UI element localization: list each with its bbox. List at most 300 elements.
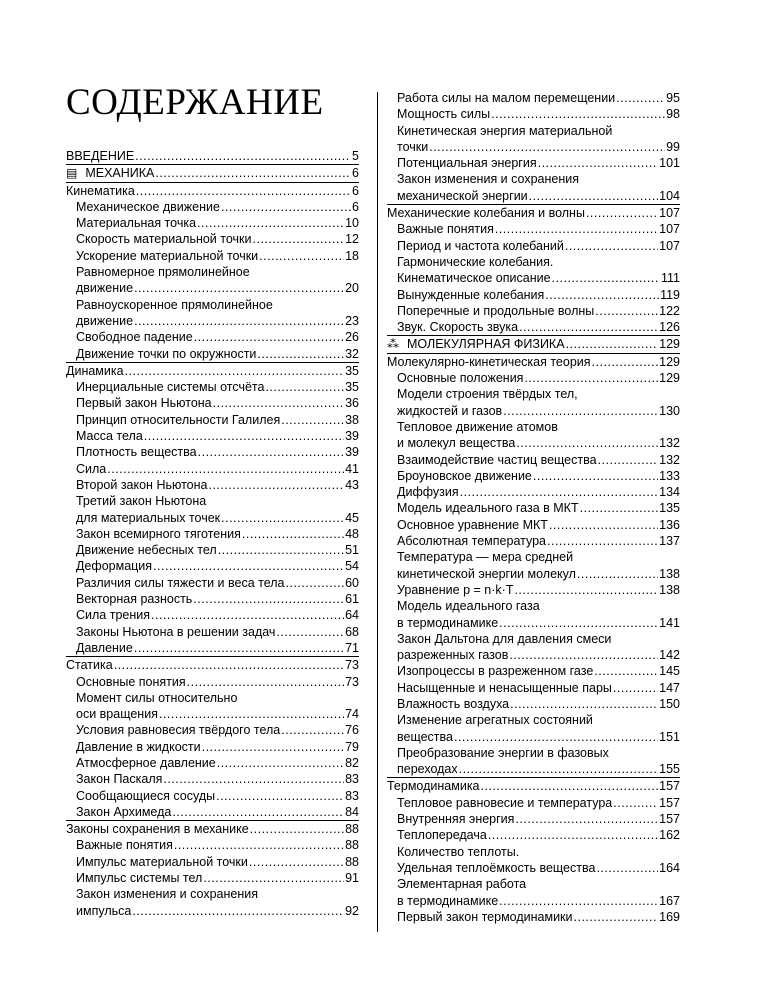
dot-leader [193, 591, 344, 607]
toc-entry[interactable] [387, 188, 680, 204]
toc-entry-text: кинетической энергии молекул [397, 566, 576, 581]
toc-entry-title [76, 558, 152, 574]
dot-leader [203, 870, 344, 886]
dot-leader [132, 903, 344, 919]
toc-entry-text: Молекулярно-кинетическая теория [387, 354, 591, 369]
dot-leader [217, 755, 344, 771]
toc-entry-title [76, 542, 217, 558]
toc-entry[interactable] [387, 566, 680, 582]
toc-entry-text: Закон Паскаля [76, 772, 163, 787]
dot-leader [134, 313, 344, 329]
toc-entry-title [397, 729, 453, 745]
toc-entry-text: вещества [397, 729, 453, 744]
toc-page-number: 41 [345, 461, 359, 476]
toc-entry-title [397, 255, 553, 269]
toc-entry[interactable] [66, 624, 359, 640]
toc-entry-text: Температура — мера средней [397, 550, 574, 565]
toc-entry-title [397, 746, 609, 760]
toc-entry[interactable] [387, 287, 680, 303]
toc-page-number: 107 [659, 206, 680, 221]
dot-leader [595, 303, 658, 319]
dot-leader [153, 558, 344, 574]
toc-page-number: 6 [352, 199, 359, 214]
toc-page-number: 157 [659, 779, 680, 794]
toc-entry-title [76, 526, 241, 542]
toc-entry-text: Второй закон Ньютона [76, 477, 208, 492]
toc-page-number: 134 [659, 485, 680, 500]
toc-entry-text: Работа силы на малом перемещении [397, 91, 616, 105]
toc-entry[interactable] [387, 139, 680, 155]
dot-leader [265, 379, 344, 395]
dot-leader [221, 199, 351, 215]
toc-section-entry[interactable] [387, 204, 680, 221]
toc-entry[interactable] [66, 215, 359, 231]
toc-entry[interactable] [66, 526, 359, 542]
toc-entry[interactable] [66, 510, 359, 526]
toc-page-number: 6 [352, 166, 359, 181]
toc-entry-text: Потенциальная энергия [397, 156, 537, 171]
toc-entry-text: Важные понятия [397, 222, 494, 237]
toc-entry[interactable] [387, 860, 680, 876]
toc-section-entry[interactable] [387, 777, 680, 794]
toc-section-entry[interactable] [66, 820, 359, 837]
toc-entry-text: Основные понятия [76, 674, 186, 689]
toc-entry-title [76, 691, 237, 705]
toc-entry-title [397, 811, 514, 827]
toc-page-number: 12 [345, 232, 359, 247]
toc-entry-title [397, 468, 532, 484]
toc-entry-title [397, 452, 597, 468]
toc-entry-text: импульса [76, 903, 132, 918]
toc-page-number: 99 [666, 139, 680, 154]
toc-entry[interactable] [387, 468, 680, 484]
toc-entry-text: Тепловое движение атомов [397, 419, 558, 434]
toc-entry-title [66, 657, 113, 673]
toc-section-entry[interactable] [66, 148, 359, 164]
toc-entry[interactable] [387, 647, 680, 663]
dot-leader [216, 788, 344, 804]
dot-leader [510, 696, 658, 712]
dot-leader [125, 363, 345, 379]
dot-leader [499, 615, 658, 631]
toc-page-number: 76 [345, 723, 359, 738]
toc-entry[interactable] [387, 615, 680, 631]
toc-entry-text: Сообщающиеся сосуды [76, 788, 216, 803]
toc-entry[interactable] [66, 395, 359, 411]
dot-leader [516, 435, 658, 451]
toc-section-entry[interactable] [66, 362, 359, 379]
dot-leader [208, 477, 344, 493]
toc-section-entry[interactable] [387, 353, 680, 370]
toc-page-number: 142 [659, 648, 680, 663]
dot-leader [533, 468, 658, 484]
toc-entry-title [76, 854, 248, 870]
toc-page-number: 5 [352, 149, 359, 163]
dot-leader [481, 778, 659, 794]
toc-entry-text: Насыщенные и ненасыщенные пары [397, 680, 612, 695]
dot-leader [276, 624, 344, 640]
toc-page-number: 73 [345, 658, 359, 673]
toc-entry[interactable] [387, 419, 680, 435]
toc-entry-text: Условия равновесия твёрдого тела [76, 723, 281, 738]
toc-entry-title [76, 280, 133, 296]
toc-entry-title [387, 778, 480, 794]
page-title: СОДЕРЖАНИЕ [66, 82, 324, 123]
toc-page-number: 122 [659, 303, 680, 318]
toc-entry-text: Модели строения твёрдых тел, [397, 387, 578, 402]
toc-entry[interactable] [66, 755, 359, 771]
dot-leader [598, 452, 659, 468]
toc-entry[interactable] [66, 739, 359, 755]
toc-page-number: 133 [659, 468, 680, 483]
toc-entry-text: для материальных точек [76, 510, 221, 525]
toc-entry[interactable] [66, 854, 359, 870]
dot-leader [242, 526, 344, 542]
toc-entry-text: Импульс системы тел [76, 871, 203, 886]
toc-entry-title [397, 845, 519, 859]
toc-entry[interactable] [66, 461, 359, 477]
toc-entry-text: Изопроцессы в разреженном газе [397, 664, 594, 679]
dot-leader [281, 722, 344, 738]
toc-entry[interactable] [66, 607, 359, 623]
toc-page-number: 145 [659, 664, 680, 679]
toc-entry-title [397, 287, 544, 303]
toc-entry-text: ВВЕДЕНИЕ [66, 149, 135, 163]
toc-entry-title [397, 893, 498, 909]
toc-entry[interactable] [387, 582, 680, 598]
toc-page-number: 68 [345, 624, 359, 639]
dot-leader [174, 837, 344, 853]
dot-leader [574, 909, 659, 925]
toc-entry[interactable] [66, 591, 359, 607]
dot-leader [509, 647, 658, 663]
toc-entry-title [76, 788, 215, 804]
toc-page-number: 119 [660, 287, 680, 302]
toc-page-number: 91 [345, 871, 359, 886]
toc-entry-title [76, 313, 133, 329]
toc-entry-title [397, 761, 458, 777]
toc-page-number: 32 [345, 346, 359, 361]
toc-entry-title [397, 909, 573, 925]
dot-leader [592, 354, 659, 370]
toc-entry-title [397, 795, 612, 811]
toc-entry[interactable] [66, 690, 359, 706]
toc-entry[interactable] [66, 379, 359, 395]
toc-entry-title [397, 238, 564, 254]
toc-entry-text: Термодинамика [387, 779, 480, 794]
toc-page-number: 126 [659, 320, 680, 335]
toc-entry[interactable] [387, 500, 680, 516]
dot-leader [515, 811, 658, 827]
toc-entry-text: Взаимодействие частиц вещества [397, 452, 597, 467]
toc-entry[interactable] [387, 549, 680, 565]
toc-page-number: 88 [345, 854, 359, 869]
toc-entry-title [397, 680, 612, 696]
toc-entry-title [76, 461, 106, 477]
toc-entry-title [397, 172, 579, 186]
toc-entry-title [397, 370, 523, 386]
dot-leader [218, 542, 344, 558]
toc-entry-text: Сила трения [76, 608, 151, 623]
dot-leader [616, 90, 665, 106]
toc-entry[interactable] [387, 386, 680, 402]
dot-leader [249, 854, 344, 870]
toc-page-number: 155 [659, 762, 680, 777]
toc-entry-title [76, 640, 133, 656]
toc-entry-text: Закон Архимеда [76, 804, 172, 819]
toc-entry[interactable] [66, 575, 359, 591]
toc-entry[interactable] [387, 663, 680, 679]
toc-entry[interactable] [66, 542, 359, 558]
toc-entry-title [76, 607, 150, 623]
toc-entry-text: точки [397, 139, 429, 154]
toc-entry-text: и молекул вещества [397, 436, 516, 451]
toc-section-entry[interactable] [66, 164, 359, 181]
toc-page-number: 84 [345, 804, 359, 819]
toc-entry[interactable] [387, 696, 680, 712]
toc-entry[interactable] [387, 533, 680, 549]
toc-entry[interactable] [66, 280, 359, 296]
toc-entry[interactable] [387, 319, 680, 335]
toc-entry[interactable] [387, 403, 680, 419]
toc-entry-title [397, 106, 490, 122]
toc-page-number: 39 [345, 429, 359, 444]
toc-entry[interactable] [66, 231, 359, 247]
toc-entry[interactable] [66, 329, 359, 345]
toc-entry[interactable] [387, 90, 680, 106]
toc-entry-title [76, 379, 264, 395]
toc-page-number: 51 [345, 543, 359, 558]
toc-entry-text: Первый закон Ньютона [76, 396, 212, 411]
toc-entry-title [76, 903, 131, 919]
toc-entry-text: Закон всемирного тяготения [76, 526, 241, 541]
toc-entry[interactable] [387, 631, 680, 647]
toc-page-number: 83 [345, 788, 359, 803]
toc-entry[interactable] [66, 804, 359, 820]
dot-leader [135, 148, 351, 164]
toc-entry-text: Вынужденные колебания [397, 287, 545, 302]
toc-page-number: 38 [345, 412, 359, 427]
toc-entry[interactable] [387, 680, 680, 696]
toc-entry[interactable] [387, 795, 680, 811]
dot-leader [134, 280, 344, 296]
toc-page-number: 157 [659, 812, 680, 827]
toc-entry[interactable] [66, 297, 359, 313]
toc-entry[interactable] [387, 761, 680, 777]
toc-entry-text: Деформация [76, 559, 153, 574]
toc-page-number: 130 [659, 403, 680, 418]
dot-leader [613, 795, 658, 811]
dot-leader [250, 821, 344, 837]
toc-entry-text: механической энергии [397, 188, 528, 203]
toc-entry[interactable] [387, 123, 680, 139]
dot-leader [552, 270, 660, 286]
toc-entry[interactable] [66, 674, 359, 690]
toc-entry[interactable] [66, 346, 359, 362]
dot-leader [221, 510, 344, 526]
toc-entry-title [76, 739, 201, 755]
toc-entry[interactable] [66, 771, 359, 787]
toc-entry-text: переходах [397, 762, 458, 777]
toc-entry[interactable] [66, 837, 359, 853]
toc-entry[interactable] [66, 886, 359, 902]
toc-entry[interactable] [66, 428, 359, 444]
toc-entry[interactable] [66, 412, 359, 428]
toc-entry-title [397, 303, 594, 319]
toc-entry-title [66, 165, 154, 181]
toc-section-entry[interactable] [66, 656, 359, 673]
toc-entry-title [397, 533, 546, 549]
toc-entry[interactable] [66, 477, 359, 493]
toc-entry[interactable] [66, 788, 359, 804]
toc-page-number: 48 [345, 526, 359, 541]
toc-page-number: 101 [659, 156, 680, 171]
toc-entry-title [76, 575, 285, 591]
toc-page-number: 151 [659, 729, 680, 744]
toc-entry-title [397, 319, 518, 335]
toc-entry-text: Абсолютная температура [397, 534, 546, 549]
toc-entry-text: Механическое движение [76, 199, 220, 214]
toc-entry[interactable] [387, 827, 680, 843]
toc-entry[interactable] [66, 903, 359, 919]
toc-entry[interactable] [387, 221, 680, 237]
toc-page-number: 39 [345, 445, 359, 460]
toc-page-number: 88 [345, 838, 359, 853]
toc-entry[interactable] [387, 745, 680, 761]
toc-entry-title [66, 183, 135, 199]
toc-entry[interactable] [387, 370, 680, 386]
toc-page-number: 136 [659, 517, 680, 532]
toc-page-number: 79 [345, 739, 359, 754]
toc-entry-title [397, 696, 509, 712]
toc-section-entry[interactable] [66, 182, 359, 199]
toc-entry-title [397, 599, 540, 613]
toc-entry[interactable] [387, 893, 680, 909]
dot-leader [538, 155, 659, 171]
toc-entry[interactable] [387, 171, 680, 187]
toc-section-entry[interactable] [387, 335, 680, 352]
toc-entry[interactable] [66, 493, 359, 509]
toc-entry-text: Атмосферное давление [76, 755, 216, 770]
toc-entry[interactable] [387, 270, 680, 286]
toc-entry[interactable] [387, 155, 680, 171]
dot-leader [529, 188, 658, 204]
toc-entry-text: Тепловое равновесие и температура [397, 795, 613, 810]
toc-entry-title [397, 566, 576, 582]
toc-entry-text: Кинетическая энергия материальной [397, 123, 613, 138]
toc-entry-text: Третий закон Ньютона [76, 494, 207, 509]
toc-entry[interactable] [387, 484, 680, 500]
toc-entry-title [397, 827, 487, 843]
toc-entry[interactable] [66, 640, 359, 656]
toc-entry-text: Броуновское движение [397, 468, 532, 483]
toc-entry-text: Плотность вещества [76, 445, 197, 460]
toc-entry-title [397, 188, 528, 204]
toc-entry-text: Внутренняя энергия [397, 812, 515, 827]
toc-entry[interactable] [66, 313, 359, 329]
toc-entry[interactable] [66, 199, 359, 215]
toc-entry[interactable] [387, 238, 680, 254]
dot-leader [613, 680, 658, 696]
toc-entry-title [397, 403, 502, 419]
toc-page-number: 167 [659, 893, 680, 908]
toc-entry-title [66, 821, 249, 837]
toc-entry-text: Равномерное прямолинейное [76, 265, 250, 280]
toc-entry-text: Различия силы тяжести и веса тела [76, 575, 285, 590]
toc-entry-text: Момент силы относительно [76, 690, 238, 705]
dot-leader [596, 860, 658, 876]
toc-entry[interactable] [387, 106, 680, 122]
toc-entry[interactable] [387, 811, 680, 827]
toc-entry[interactable] [387, 452, 680, 468]
toc-entry[interactable] [387, 303, 680, 319]
toc-page-number: 111 [660, 271, 680, 286]
dot-leader [163, 771, 344, 787]
toc-entry-text: Удельная теплоёмкость вещества [397, 860, 596, 875]
toc-page-number: 20 [345, 281, 359, 296]
toc-entry[interactable] [66, 722, 359, 738]
toc-entry[interactable] [387, 712, 680, 728]
toc-entry[interactable] [66, 706, 359, 722]
dot-leader [460, 484, 659, 500]
toc-entry-title [76, 674, 186, 690]
toc-entry-title [397, 221, 494, 237]
dot-leader [488, 827, 658, 843]
dot-leader [491, 106, 665, 122]
toc-entry-title [76, 870, 202, 886]
toc-entry-title [76, 510, 220, 526]
toc-entry-title [387, 354, 591, 370]
dot-leader [566, 336, 659, 352]
toc-entry-text: Векторная разность [76, 592, 193, 607]
toc-entry[interactable] [387, 729, 680, 745]
toc-entry[interactable] [387, 909, 680, 925]
toc-entry[interactable] [387, 598, 680, 614]
dot-leader [577, 566, 658, 582]
toc-entry-text: Давление [76, 640, 133, 655]
dot-leader [253, 231, 345, 247]
toc-entry-text: Звук. Скорость звука [397, 320, 519, 335]
toc-entry[interactable] [387, 876, 680, 892]
toc-entry[interactable] [66, 444, 359, 460]
toc-entry[interactable] [387, 517, 680, 533]
toc-entry-text: Модель идеального газа [397, 599, 540, 614]
toc-entry[interactable] [66, 264, 359, 280]
toc-entry-text: Уравнение p = n·k·T [397, 582, 514, 597]
dot-leader [281, 412, 344, 428]
toc-page-number: 73 [345, 674, 359, 689]
toc-entry[interactable] [387, 254, 680, 270]
toc-entry-title [397, 615, 498, 631]
toc-entry-text: Законы Ньютона в решении задач [76, 624, 276, 639]
toc-entry[interactable] [66, 248, 359, 264]
toc-entry[interactable] [387, 435, 680, 451]
toc-entry-title [76, 231, 252, 247]
toc-entry-title [397, 139, 428, 155]
dot-leader [136, 183, 351, 199]
toc-page-number: 83 [345, 772, 359, 787]
toc-page-number: 150 [659, 696, 680, 711]
toc-entry[interactable] [66, 558, 359, 574]
toc-entry-title [397, 860, 595, 876]
toc-entry-title [397, 124, 612, 138]
toc-entry-text: Влажность воздуха [397, 696, 510, 711]
toc-entry-text: Закон изменения и сохранения [76, 887, 259, 902]
column-divider [377, 92, 378, 932]
toc-entry[interactable] [66, 870, 359, 886]
toc-entry[interactable] [387, 844, 680, 860]
toc-entry-title [76, 755, 216, 771]
